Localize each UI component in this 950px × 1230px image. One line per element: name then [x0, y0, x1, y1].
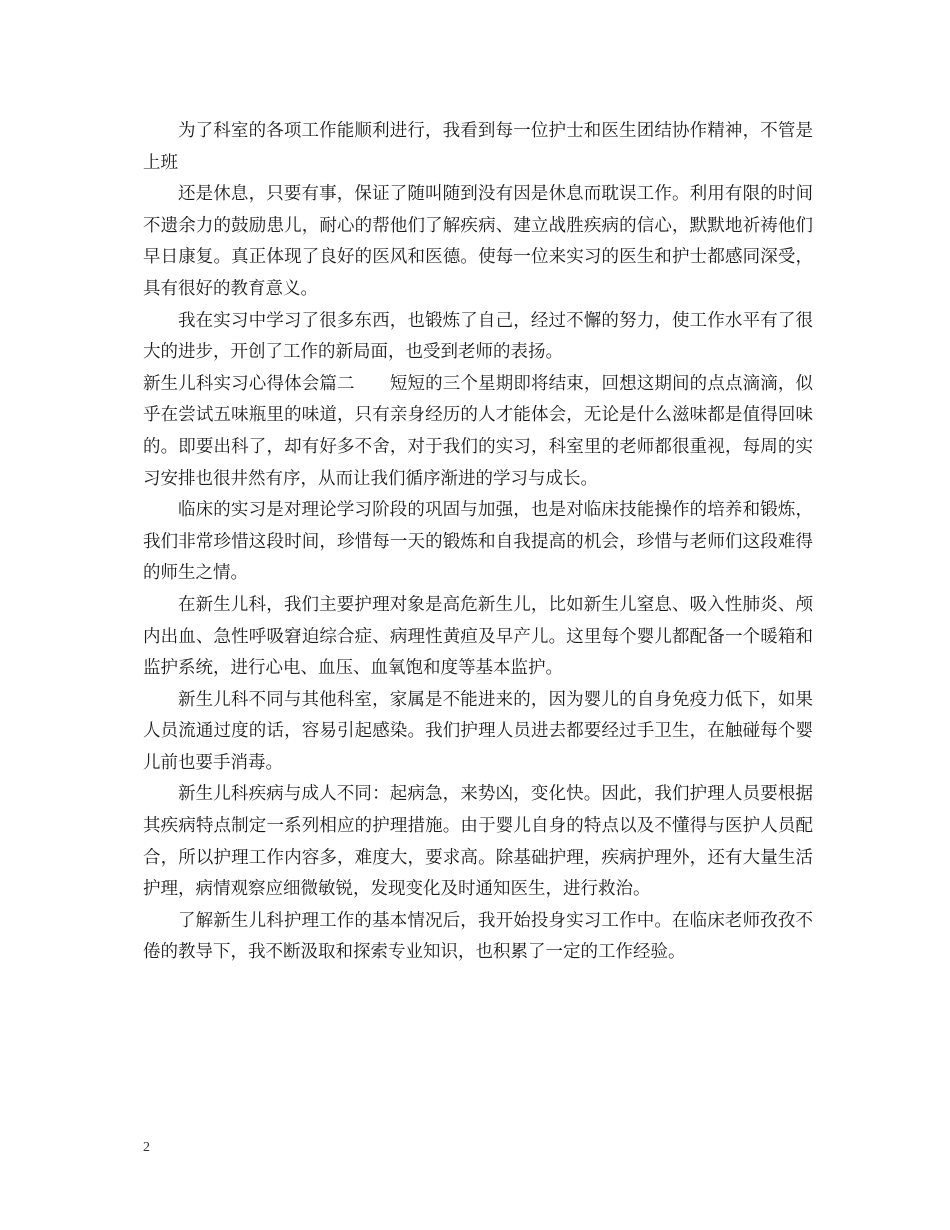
paragraph-7: 新生儿科不同与其他科室，家属是不能进来的，因为婴儿的自身免疫力低下，如果人员流通过度的话，容易引起感染。我们护理人员进去都要经过手卫生，在触碰每个婴儿前也要手消毒。 — [143, 689, 813, 773]
paragraph-6: 在新生儿科，我们主要护理对象是高危新生儿，比如新生儿窒息、吸入性肺炎、颅内出血、急性呼吸窘迫综合症、病理性黄疸及早产儿。这里每个婴儿都配备一个暖箱和监护系统，进行心电、血压、血氧饱和度等基本监护。 — [143, 594, 813, 679]
paragraph-4-section-heading: 新生儿科实习心得体会篇二 短短的三个星期即将结束，回想这期间的点点滴滴，似乎在尝试五味瓶里的味道，只有亲身经历的人才能体会，无论是什么滋味都是值得回味的。即要出科了，却有好多不舍，对于我们的实习，科室里的老师都很重视，每周的实习安排也很井然有序，从而让我们循序渐进的学习与成长。 — [143, 373, 813, 489]
paragraph-2: 还是休息，只要有事，保证了随叫随到没有因是休息而耽误工作。利用有限的时间不遗余力的鼓励患儿，耐心的帮他们了解疾病、建立战胜疾病的信心，默默地祈祷他们早日康复。真正体现了良好的医风和医德。使每一位来实习的医生和护士都感同深受，具有很好的教育意义。 — [143, 184, 813, 299]
document-body — [143, 116, 813, 969]
paragraph-5: 临床的实习是对理论学习阶段的巩固与加强，也是对临床技能操作的培养和锻炼，我们非常珍惜这段时间，珍惜每一天的锻炼和自我提高的机会，珍惜与老师们这段难得的师生之情。 — [143, 500, 813, 584]
paragraph-1: 为了科室的各项工作能顺利进行，我看到每一位护士和医生团结协作精神，不管是上班 — [143, 121, 813, 173]
paragraph-9: 了解新生儿科护理工作的基本情况后，我开始投身实习工作中。在临床老师孜孜不倦的教导下，我不断汲取和探索专业知识，也积累了一定的工作经验。 — [143, 910, 813, 963]
page-number: 2 — [143, 1140, 150, 1155]
paragraph-8: 新生儿科疾病与成人不同：起病急，来势凶，变化快。因此，我们护理人员要根据其疾病特点制定一系列相应的护理措施。由于婴儿自身的特点以及不懂得与医护人员配合，所以护理工作内容多，难度大，要求高。除基础护理，疾病护理外，还有大量生活护理，病情观察应细微敏锐，发现变化及时通知医生，进行救治。 — [143, 784, 813, 900]
paragraph-3: 我在实习中学习了很多东西，也锻炼了自己，经过不懈的努力，使工作水平有了很大的进步，开创了工作的新局面，也受到老师的表扬。 — [143, 310, 813, 363]
